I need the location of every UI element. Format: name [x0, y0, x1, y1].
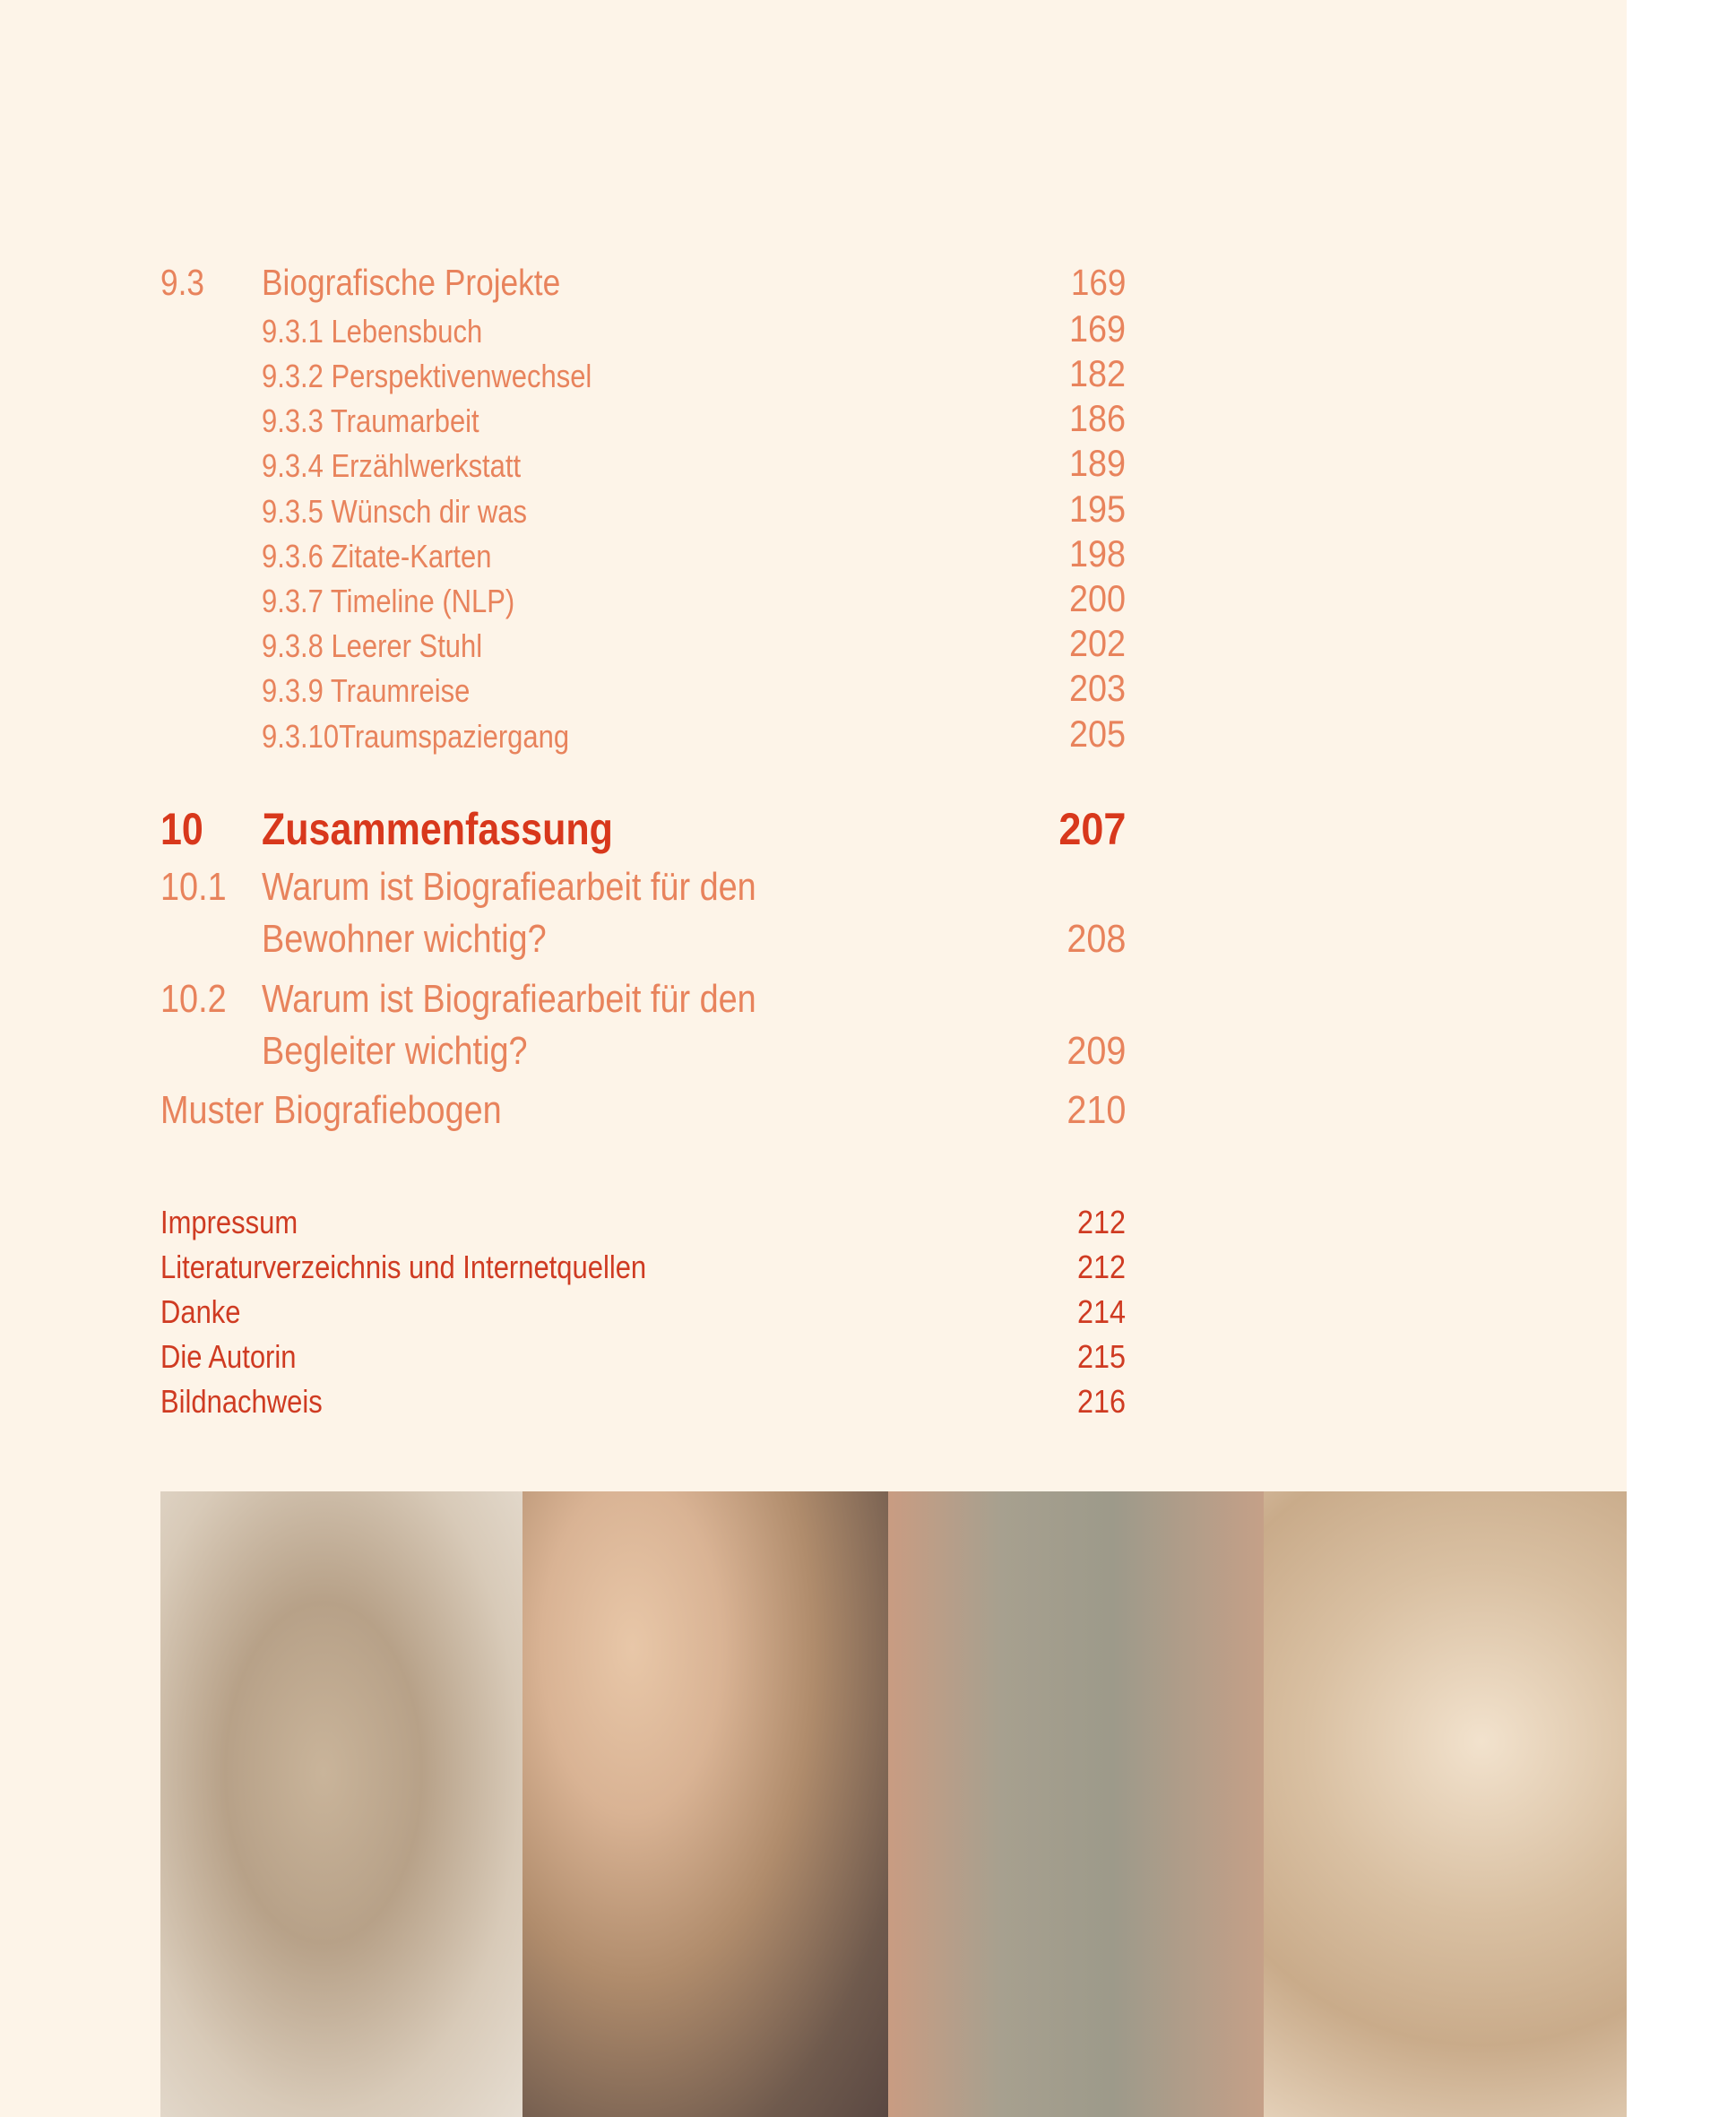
toc-entry-10-2-cont[interactable]	[0, 1017, 1627, 1071]
section-number: 10.1	[160, 865, 227, 909]
entry-title: Bildnachweis	[160, 1383, 323, 1420]
photo-relief-pattern	[1264, 1491, 1627, 2117]
toc-subentry[interactable]	[0, 699, 1627, 753]
photo-woman-portrait	[523, 1491, 888, 2117]
toc-entry-9-3[interactable]	[0, 247, 1627, 301]
page-number: 182	[1068, 352, 1126, 394]
page-number: 205	[1068, 713, 1126, 755]
page-number: 169	[1068, 307, 1126, 350]
page-number: 195	[1068, 488, 1126, 530]
subsection-title: 9.3.9 Traumreise	[262, 672, 471, 709]
entry-title: Danke	[160, 1293, 241, 1330]
entry-title: Muster Biografiebogen	[160, 1088, 502, 1132]
page-number: 189	[1068, 442, 1126, 484]
page-number: 203	[1068, 667, 1126, 709]
page-number: 210	[1066, 1088, 1126, 1132]
toc-entry-10-2[interactable]	[0, 965, 1627, 1019]
section-number: 9.3	[160, 262, 205, 303]
page-number: 208	[1066, 917, 1126, 961]
page-number: 169	[1070, 262, 1126, 303]
subsection-title: 9.3.5 Wünsch dir was	[262, 493, 527, 530]
page-number: 212	[1076, 1204, 1126, 1240]
page-number: 215	[1076, 1338, 1126, 1375]
toc-entry-10-1-cont[interactable]	[0, 905, 1627, 959]
page-number: 200	[1068, 577, 1126, 619]
section-number: 10.2	[160, 977, 227, 1021]
subsection-title: 9.3.7 Timeline (NLP)	[262, 583, 515, 619]
section-title-line1: Warum ist Biografiearbeit für den	[262, 865, 756, 909]
photo-statue-brick-wall	[888, 1491, 1264, 2117]
subsection-title: 9.3.4 Erzählwerkstatt	[262, 447, 522, 484]
toc-entry-10-1[interactable]	[0, 853, 1627, 907]
back-matter-entry[interactable]	[0, 1364, 1627, 1418]
subsection-title: 9.3.6 Zitate-Karten	[262, 538, 492, 575]
page-number: 212	[1076, 1249, 1126, 1285]
toc-entry-chapter-10[interactable]	[0, 798, 1627, 854]
section-title-line2: Bewohner wichtig?	[262, 917, 547, 961]
subsection-title: 9.3.8 Leerer Stuhl	[262, 627, 483, 664]
section-title-line1: Warum ist Biografiearbeit für den	[262, 977, 756, 1021]
subsection-title: 9.3.3 Traumarbeit	[262, 402, 479, 439]
subsection-title: 9.3.10Traumspaziergang	[262, 718, 570, 755]
page-number: 214	[1076, 1293, 1126, 1330]
photo-weathered-wood	[160, 1491, 523, 2117]
entry-title: Die Autorin	[160, 1338, 297, 1375]
toc-entry-muster[interactable]	[0, 1076, 1627, 1130]
page-number: 216	[1076, 1383, 1126, 1420]
page-number: 198	[1068, 532, 1126, 575]
chapter-title: Zusammenfassung	[262, 804, 613, 854]
section-title: Biografische Projekte	[262, 262, 561, 303]
page-number: 186	[1068, 397, 1126, 439]
entry-title: Literaturverzeichnis und Internetquellen	[160, 1249, 647, 1285]
subsection-title: 9.3.2 Perspektivenwechsel	[262, 358, 592, 394]
subsection-title: 9.3.1 Lebensbuch	[262, 313, 483, 350]
page-number: 207	[1058, 804, 1126, 854]
entry-title: Impressum	[160, 1204, 298, 1240]
chapter-number: 10	[160, 804, 203, 854]
page-number: 202	[1068, 622, 1126, 664]
section-title-line2: Begleiter wichtig?	[262, 1029, 528, 1073]
page-number: 209	[1066, 1029, 1126, 1073]
